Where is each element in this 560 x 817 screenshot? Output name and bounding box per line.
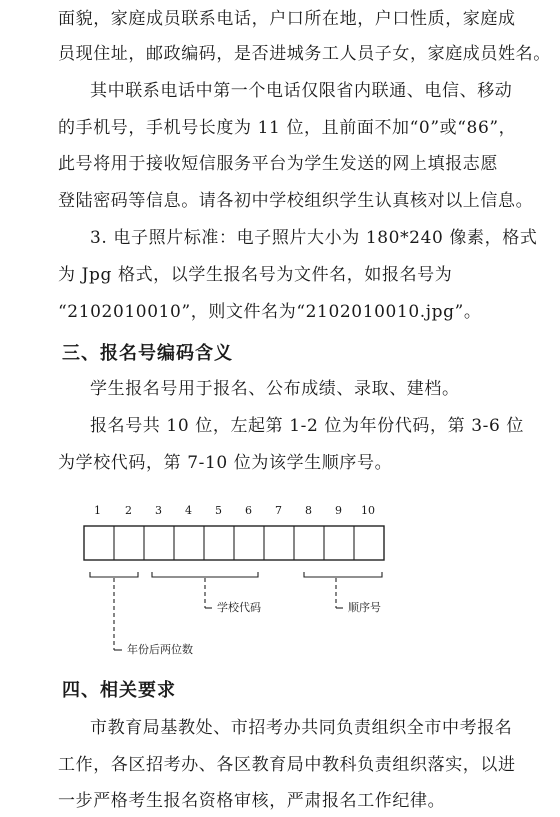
digit-label: 10 [361, 504, 375, 517]
paragraph-line: 学生报名号用于报名、公布成绩、录取、建档。 [90, 379, 460, 399]
registration-number-diagram [60, 490, 420, 670]
digit-box-dividers [114, 526, 354, 560]
paragraph-line: 登陆密码等信息。请各初中学校组织学生认真核对以上信息。 [58, 191, 534, 211]
digit-label: 9 [335, 504, 342, 517]
paragraph-line: 员现住址，邮政编码，是否进城务工人员子女，家庭成员姓名。 [58, 44, 551, 64]
digit-label: 7 [275, 504, 282, 517]
paragraph-line: “2102010010”，则文件名为“2102010010.jpg”。 [58, 302, 482, 322]
bracket-year [90, 572, 138, 577]
digit-label: 2 [125, 504, 132, 517]
paragraph-line: 其中联系电话中第一个电话仅限省内联通、电信、移动 [90, 81, 513, 101]
paragraph-line: 一步严格考生报名资格审核，严肃报名工作纪律。 [58, 791, 446, 811]
paragraph-line: 市教育局基教处、市招考办共同负责组织全市中考报名 [90, 718, 513, 738]
digit-label: 3 [155, 504, 162, 517]
paragraph-line: 为 Jpg 格式，以学生报名号为文件名，如报名号为 [58, 265, 453, 285]
paragraph-line: 为学校代码，第 7-10 位为该学生顺序号。 [58, 453, 393, 473]
paragraph-line: 报名号共 10 位，左起第 1-2 位为年份代码，第 3-6 位 [90, 416, 525, 436]
year-label: 年份后两位数 [127, 643, 193, 656]
section-heading-requirements: 四、相关要求 [62, 680, 176, 701]
paragraph-line: 的手机号，手机号长度为 11 位，且前面不加“0”或“86”， [58, 118, 517, 138]
sequence-label: 顺序号 [348, 601, 381, 614]
digit-label: 5 [215, 504, 222, 517]
bracket-sequence [304, 572, 382, 577]
digit-label: 8 [305, 504, 312, 517]
paragraph-line: 此号将用于接收短信服务平台为学生发送的网上填报志愿 [58, 154, 498, 174]
group-brackets [90, 572, 382, 577]
section-heading-encoding: 三、报名号编码含义 [62, 343, 233, 364]
digit-label: 4 [185, 504, 192, 517]
bracket-school [152, 572, 258, 577]
paragraph-line: 3. 电子照片标准：电子照片大小为 180*240 像素，格式 [90, 228, 538, 248]
school-code-label: 学校代码 [217, 601, 261, 614]
paragraph-line: 工作，各区招考办、各区教育局中教科负责组织落实，以进 [58, 755, 516, 775]
digit-label: 1 [94, 504, 101, 517]
digit-label: 6 [245, 504, 252, 517]
paragraph-line: 面貌，家庭成员联系电话，户口所在地，户口性质，家庭成 [58, 9, 516, 29]
